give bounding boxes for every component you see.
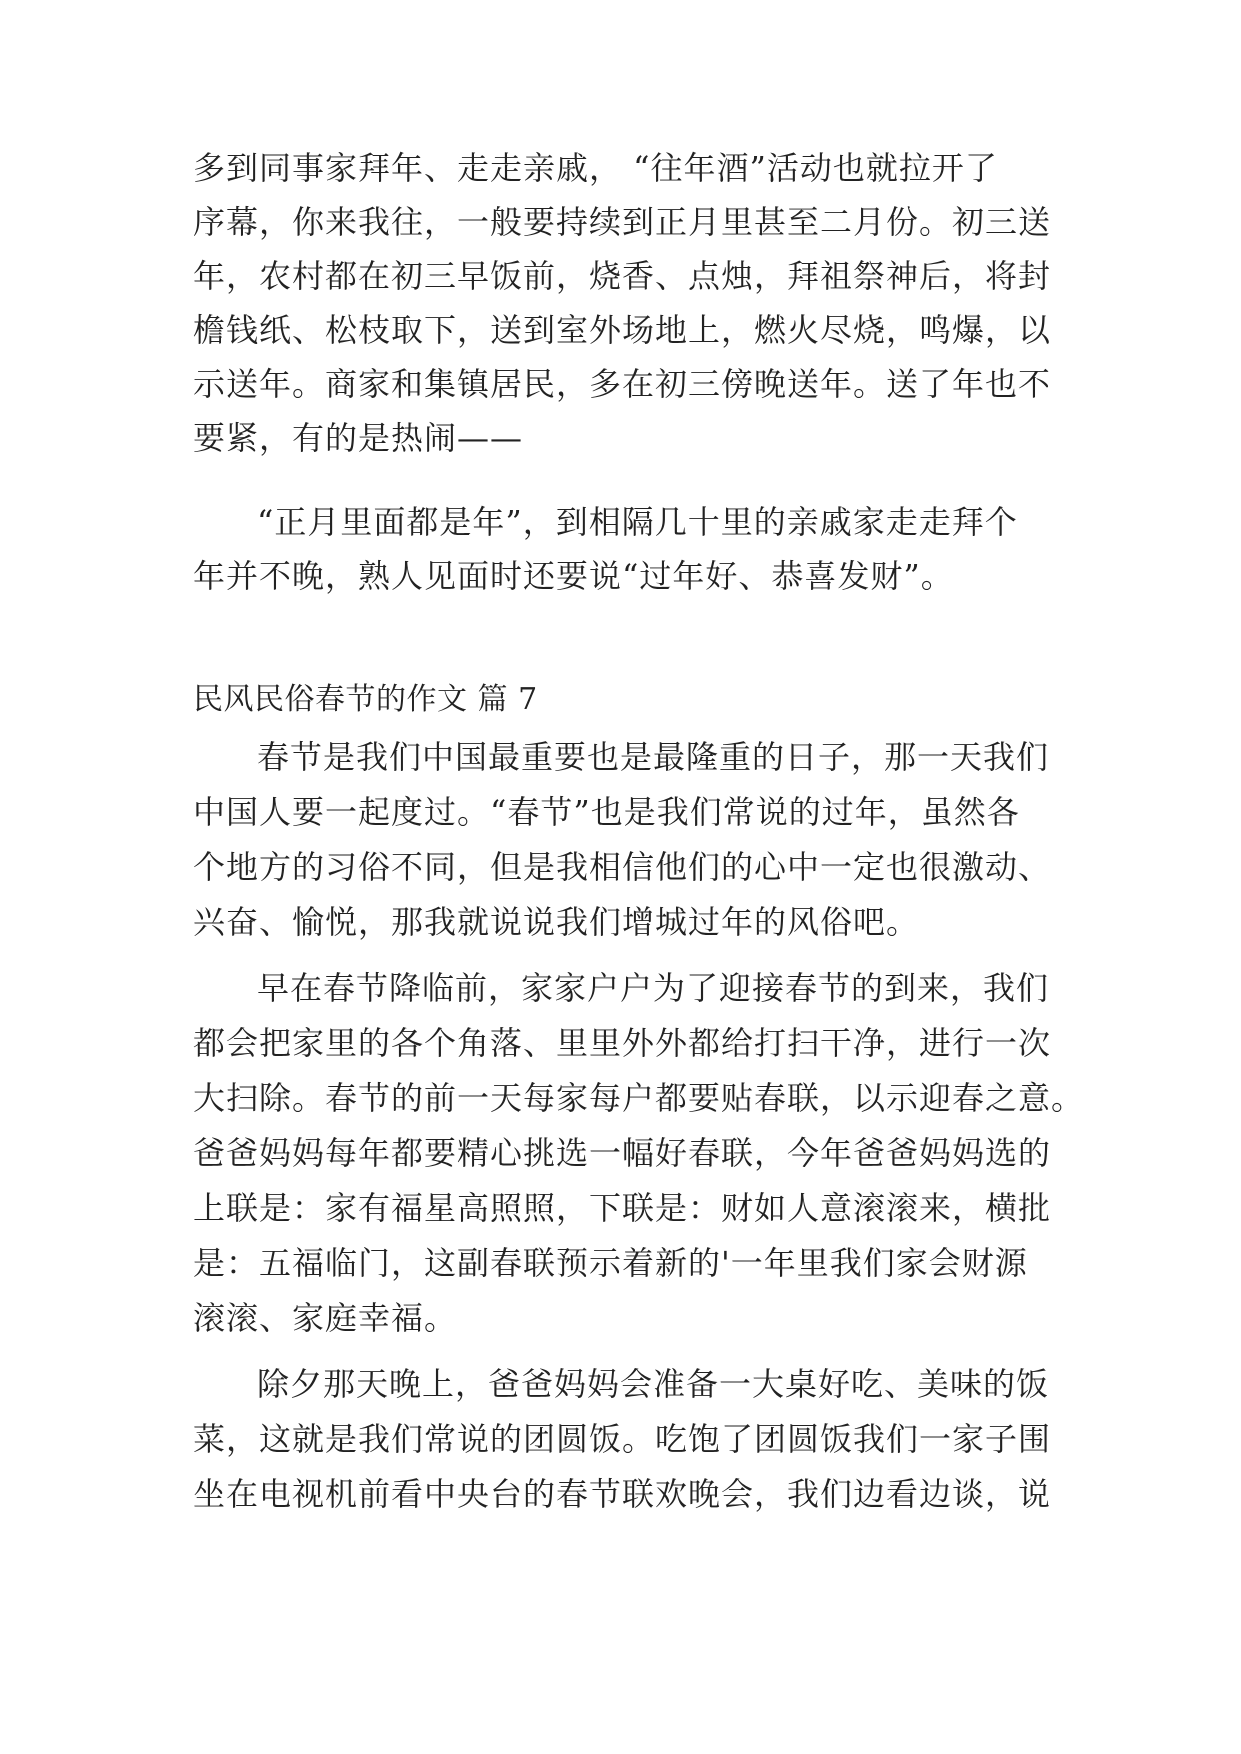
paragraph-line: 大扫除。春节的前一天每家每户都要贴春联，以示迎春之意。 [193, 1079, 1085, 1117]
paragraph-line: 序幕，你来我往，一般要持续到正月里甚至二月份。初三送 [193, 203, 1052, 241]
paragraph-line: 早在春节降临前，家家户户为了迎接春节的到来，我们 [257, 969, 1050, 1007]
paragraph-line: 是：五福临门，这副春联预示着新的'一年里我们家会财源 [193, 1244, 1028, 1282]
paragraph-line: 多到同事家拜年、走走亲戚， “往年酒”活动也就拉开了 [193, 149, 998, 187]
paragraph-line: 中国人要一起度过。“春节”也是我们常说的过年，虽然各 [193, 793, 1020, 831]
paragraph-line: 爸爸妈妈每年都要精心挑选一幅好春联，今年爸爸妈妈选的 [193, 1134, 1052, 1172]
paragraph-line: 要紧，有的是热闹—— [193, 419, 524, 457]
paragraph-line: 年并不晚，熟人见面时还要说“过年好、恭喜发财”。 [193, 557, 954, 595]
paragraph-line: 滚滚、家庭幸福。 [193, 1299, 458, 1337]
section-heading: 民风民俗春节的作文 篇 7 [193, 682, 538, 717]
paragraph-line: 兴奋、愉悦，那我就说说我们增城过年的风俗吧。 [193, 903, 920, 941]
paragraph-line: 春节是我们中国最重要也是最隆重的日子，那一天我们 [257, 738, 1050, 776]
paragraph-line: 示送年。商家和集镇居民，多在初三傍晚送年。送了年也不 [193, 365, 1052, 403]
paragraph-line: 年，农村都在初三早饭前，烧香、点烛，拜祖祭神后，将封 [193, 257, 1052, 295]
paragraph-line: 坐在电视机前看中央台的春节联欢晚会，我们边看边谈，说 [193, 1475, 1052, 1513]
paragraph-line: “正月里面都是年”，到相隔几十里的亲戚家走走拜个 [257, 503, 1018, 541]
paragraph-line: 都会把家里的各个角落、里里外外都给打扫干净，进行一次 [193, 1024, 1052, 1062]
paragraph-line: 菜，这就是我们常说的团圆饭。吃饱了团圆饭我们一家子围 [193, 1420, 1052, 1458]
paragraph-line: 个地方的习俗不同，但是我相信他们的心中一定也很激动、 [193, 848, 1052, 886]
paragraph-line: 檐钱纸、松枝取下，送到室外场地上，燃火尽烧，鸣爆，以 [193, 311, 1052, 349]
paragraph-line: 上联是：家有福星高照照，下联是：财如人意滚滚来，横批 [193, 1189, 1052, 1227]
paragraph-line: 除夕那天晚上，爸爸妈妈会准备一大桌好吃、美味的饭 [257, 1365, 1050, 1403]
